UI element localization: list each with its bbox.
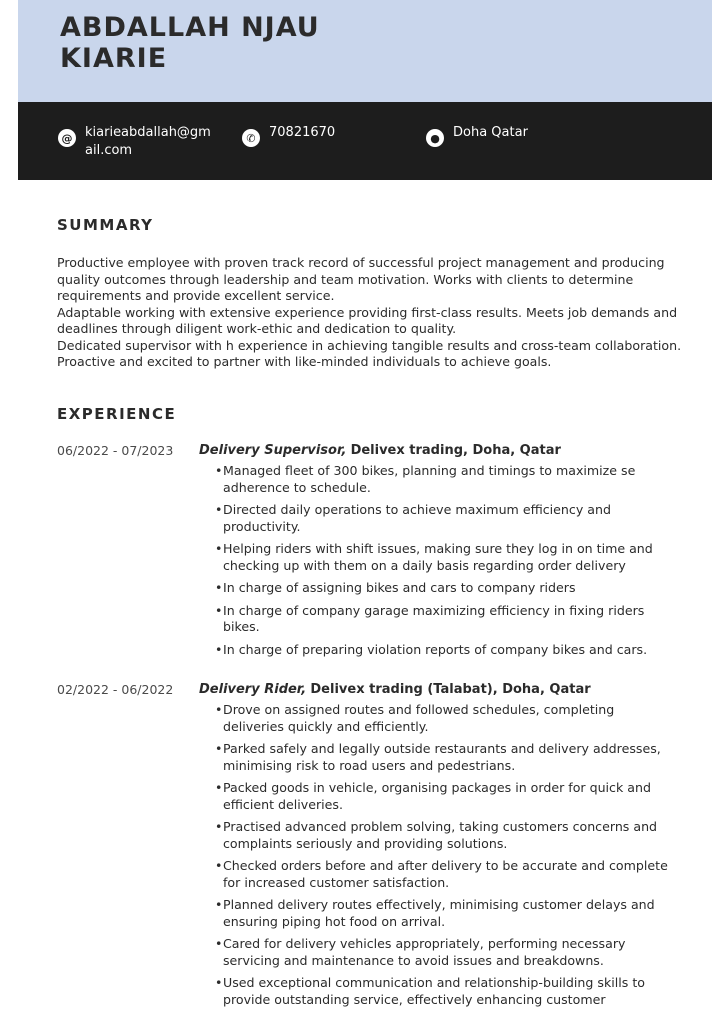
job-bullet: • Cared for delivery vehicles appropriately, performing necessary servicing and maintenance to avoid issues and breakdowns. bbox=[215, 936, 675, 969]
summary-paragraph: Productive employee with proven track record of successful project management and producing quality outcomes through leadership and team motivation. Works with clients to determine requirements and provide excellent service. bbox=[57, 255, 665, 303]
location-text: Doha Qatar bbox=[453, 125, 528, 140]
experience-heading: EXPERIENCE bbox=[57, 405, 177, 423]
summary-text bbox=[57, 255, 687, 371]
job-bullets bbox=[215, 702, 675, 1014]
job-heading bbox=[199, 682, 591, 698]
location-pin-icon: ● bbox=[426, 129, 444, 147]
job-bullet: • Used exceptional communication and relationship-building skills to provide outstanding service, effectively enhancing customer bbox=[215, 975, 675, 1008]
job-bullet: • In charge of assigning bikes and cars to company riders bbox=[215, 580, 675, 597]
job-title: Delivery Rider, bbox=[199, 682, 307, 697]
job-bullet: • In charge of preparing violation reports of company bikes and cars. bbox=[215, 642, 675, 659]
job-title: Delivery Supervisor, bbox=[199, 443, 347, 458]
name-line-1: ABDALLAH NJAU bbox=[60, 12, 320, 43]
contact-email bbox=[58, 124, 215, 160]
summary-heading: SUMMARY bbox=[57, 216, 154, 234]
job-dates: 02/2022 - 06/2022 bbox=[57, 682, 174, 697]
candidate-name bbox=[60, 12, 320, 74]
job-dates: 06/2022 - 07/2023 bbox=[57, 443, 174, 458]
job-bullets bbox=[215, 463, 675, 664]
phone-text[interactable]: 70821670 bbox=[269, 125, 336, 140]
email-text[interactable]: kiarieabdallah@gmail.com bbox=[85, 125, 211, 158]
name-line-2: KIARIE bbox=[60, 43, 168, 74]
job-company: Delivex trading, Doha, Qatar bbox=[350, 443, 561, 458]
job-bullet: • Drove on assigned routes and followed schedules, completing deliveries quickly and efficiently. bbox=[215, 702, 675, 735]
job-bullet: • Packed goods in vehicle, organising packages in order for quick and efficient deliveries. bbox=[215, 780, 675, 813]
phone-icon: ✆ bbox=[242, 129, 260, 147]
summary-paragraph: Dedicated supervisor with h experience in achieving tangible results and cross-team collaboration. Proactive and excited to partner with like-minded individuals to achieve goals. bbox=[57, 337, 682, 369]
contact-bar bbox=[18, 102, 712, 180]
job-bullet: • In charge of company garage maximizing efficiency in fixing riders bikes. bbox=[215, 603, 675, 636]
job-bullet: • Checked orders before and after delivery to be accurate and complete for increased customer satisfaction. bbox=[215, 858, 675, 891]
summary-paragraph: Adaptable working with extensive experience providing first-class results. Meets job demands and deadlines through diligent work-ethic and dedication to quality. bbox=[57, 304, 678, 336]
job-bullet: • Planned delivery routes effectively, minimising customer delays and ensuring piping hot food on arrival. bbox=[215, 897, 675, 930]
job-heading bbox=[199, 443, 561, 459]
job-bullet: • Parked safely and legally outside restaurants and delivery addresses, minimising risk to road users and pedestrians. bbox=[215, 741, 675, 774]
contact-location bbox=[426, 124, 528, 147]
job-bullet: • Managed fleet of 300 bikes, planning and timings to maximize se adherence to schedule. bbox=[215, 463, 675, 496]
contact-phone bbox=[242, 124, 335, 147]
job-company: Delivex trading (Talabat), Doha, Qatar bbox=[310, 682, 591, 697]
job-bullet: • Practised advanced problem solving, taking customers concerns and complaints seriously and providing solutions. bbox=[215, 819, 675, 852]
job-bullet: • Helping riders with shift issues, making sure they log in on time and checking up with them on a daily basis regarding order delivery bbox=[215, 541, 675, 574]
job-bullet: • Directed daily operations to achieve maximum efficiency and productivity. bbox=[215, 502, 675, 535]
email-at-icon: @ bbox=[58, 129, 76, 147]
